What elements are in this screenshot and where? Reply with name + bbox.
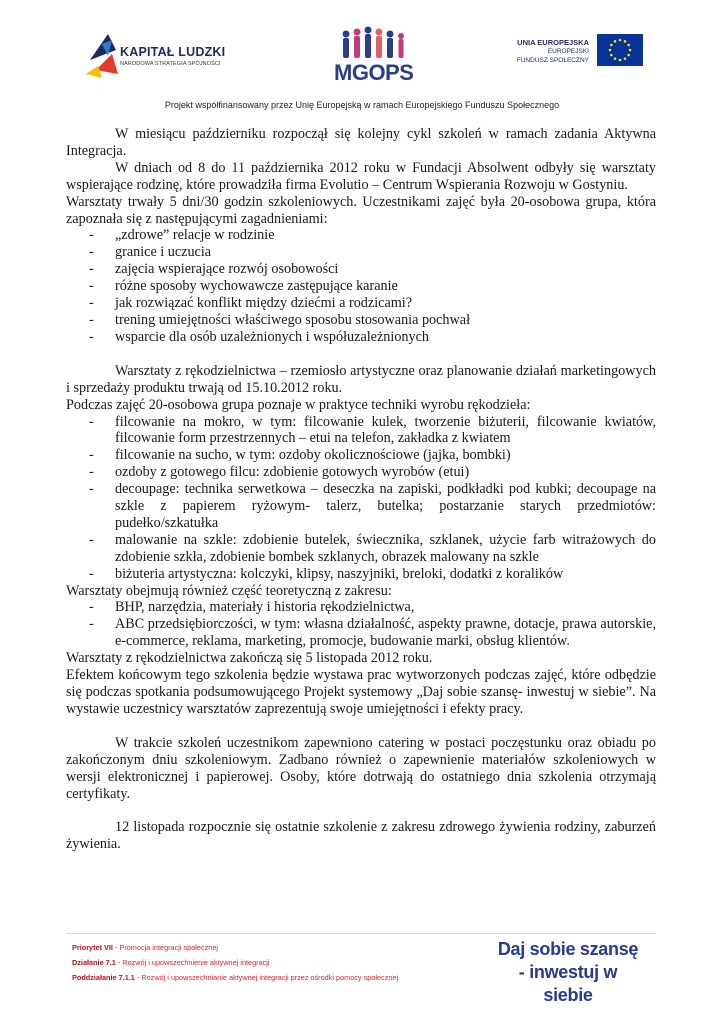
slogan-line-1: Daj sobie szansę	[497, 939, 639, 959]
list-item: - biżuteria artystyczna: kolczyki, klipsy, naszyjniki, breloki, dodatki z koralików	[66, 566, 656, 583]
eu-star-icon	[627, 54, 630, 57]
kapital-ludzki-subtitle: NARODOWA STRATEGIA SPÓJNOŚCI	[120, 61, 221, 67]
paragraph: Warsztaty obejmują również część teoretyczną z zakresu:	[66, 582, 392, 599]
footer-action-label: Działanie 7.1	[72, 958, 116, 967]
footer-priority	[72, 940, 398, 955]
footer-subaction-text: - Rozwój i upowszechnianie aktywnej integracji przez ośrodki pomocy społecznej	[134, 973, 399, 982]
list-item: - granice i uczucia	[66, 244, 656, 261]
footer-program-info	[72, 940, 398, 985]
topics-list	[66, 227, 656, 345]
eu-star-icon	[629, 49, 632, 52]
paragraph: 12 listopada rozpocznie się ostatnie szkolenie z zakresu zdrowego żywienia rodziny, zaburzeń żywienia.	[66, 819, 656, 853]
paragraph: Warsztaty trwały 5 dni/30 godzin szkoleniowych. Uczestnikami zajęć była 20-osobowa grupa, która zapoznała się z następującymi zagadnieniami:	[66, 193, 656, 227]
paragraph: Efektem końcowym tego szkolenia będzie wystawa prac wytworzonych podczas zajęć, które odbędzie się podczas spotkania podsumowującego Projekt systemowy „Daj sobie szansę- inwestuj w siebie”. Na wystawie uczestnicy warsztatów zaprezentują swoje umiejętności i efekty pracy.	[66, 667, 656, 717]
list-item: - trening umiejętności właściwego sposobu stosowania pochwał	[66, 312, 656, 329]
eu-line-2: EUROPEJSKI	[547, 48, 589, 55]
paragraph: W dniach od 8 do 11 października 2012 roku w Fundacji Absolwent odbyły się warsztaty wspierające rodzinę, które prowadziła firma Evolutio – Centrum Wspierania Rozwoju w Gostyniu.	[66, 159, 656, 193]
paragraph: Podczas zajęć 20-osobowa grupa poznaje w praktyce techniki wyrobu rękodzieła:	[66, 396, 531, 413]
footer-subaction	[72, 970, 398, 985]
paragraph: Warsztaty z rękodzielnictwa zakończą się 5 listopada 2012 roku.	[66, 650, 433, 667]
footer-divider	[66, 933, 656, 934]
eu-star-icon	[624, 57, 627, 60]
project-subtitle: Projekt współfinansowany przez Unię Europejską w ramach Europejskiego Funduszu Społecznego	[164, 100, 560, 110]
eu-star-icon	[614, 57, 617, 60]
paragraph: W miesiącu październiku rozpoczął się kolejny cykl szkoleń w ramach zadania Aktywna Integracja.	[66, 126, 656, 159]
eu-logo-text	[517, 38, 589, 65]
eu-flag-icon	[597, 34, 643, 66]
theory-list	[66, 599, 656, 650]
page-header	[0, 0, 724, 118]
list-item: - filcowanie na sucho, w tym: ozdoby okolicznościowe (jajka, bombki)	[66, 447, 656, 464]
footer-slogan	[497, 938, 639, 1007]
eu-star-icon	[619, 59, 622, 62]
mgops-logo-text: MGOPS	[334, 60, 414, 85]
list-item: - malowanie na szkle: zdobienie butelek, świecznika, szklanek, użycie farb witrażowych do zdobienie szkła, zdobienie bombek szklanych, obrazek malowany na szkle	[66, 532, 656, 566]
eu-star-icon	[627, 44, 630, 47]
paragraph: Warsztaty z rękodzielnictwa – rzemiosło artystyczne oraz planowanie działań marketingowych i sprzedaży produktu trwają od 15.10.2012 roku.	[66, 362, 656, 396]
footer-action	[72, 955, 398, 970]
techniques-list	[66, 414, 656, 583]
eu-line-1: UNIA EUROPEJSKA	[517, 38, 589, 47]
list-item: - ABC przedsiębiorczości, w tym: własna działalność, aspekty prawne, dotacje, prawa autorskie, e-commerce, reklama, marketing, promocje, budowanie marki, obsług klientów.	[66, 616, 656, 650]
document-body	[66, 126, 656, 853]
list-item: - BHP, narzędzia, materiały i historia rękodzielnictwa,	[66, 599, 656, 616]
footer-priority-text: - Promocja integracji społecznej	[112, 943, 219, 952]
footer-priority-label: Priorytet VII	[72, 943, 113, 952]
eu-star-icon	[609, 49, 612, 52]
list-item: - decoupage: technika serwetkowa – deseczka na zapiski, podkładki pod kubki; decoupage na szkle z papierem ryżowym- talerz, butelka; postarzanie starych przedmiotów: pudełko/szkatułka	[66, 481, 656, 532]
kapital-ludzki-title: KAPITAŁ LUDZKI	[120, 45, 226, 59]
list-item: - wsparcie dla osób uzależnionych i współuzależnionych	[66, 329, 656, 346]
list-item: - zajęcia wspierające rozwój osobowości	[66, 261, 656, 278]
eu-star-icon	[619, 39, 622, 42]
slogan-line-2: - inwestuj w siebie	[518, 962, 618, 1005]
list-item: - filcowanie na mokro, w tym: filcowanie kulek, tworzenie biżuterii, filcowanie kwiatów, filcowanie form przestrzennych – etui na telefon, zakładka z kwiatem	[66, 414, 656, 448]
eu-star-icon	[610, 54, 613, 57]
footer-action-text: - Rozwój i upowszechnienie aktywnej integracji	[115, 958, 270, 967]
list-item: - ozdoby z gotowego filcu: zdobienie gotowych wyrobów (etui)	[66, 464, 656, 481]
eu-star-icon	[624, 40, 627, 43]
eu-star-icon	[614, 40, 617, 43]
paragraph: W trakcie szkoleń uczestnikom zapewniono catering w postaci poczęstunku oraz obiadu po zakończonym dniu szkoleniowym. Zadbano również o zapewnienie materiałów szkoleniowych w wersji elektronicznej i papierowej. Osoby, które dotrwają do ostatniego dnia szkolenia otrzymają certyfikaty.	[66, 734, 656, 802]
eu-line-3: FUNDUSZ SPOŁECZNY	[516, 57, 589, 64]
list-item: - jak rozwiązać konflikt między dziećmi a rodzicami?	[66, 295, 656, 312]
footer-subaction-label: Poddziałanie 7.1.1	[72, 973, 135, 982]
list-item: - różne sposoby wychowawcze zastępujące karanie	[66, 278, 656, 295]
list-item: - „zdrowe” relacje w rodzinie	[66, 227, 656, 244]
eu-star-icon	[610, 44, 613, 47]
